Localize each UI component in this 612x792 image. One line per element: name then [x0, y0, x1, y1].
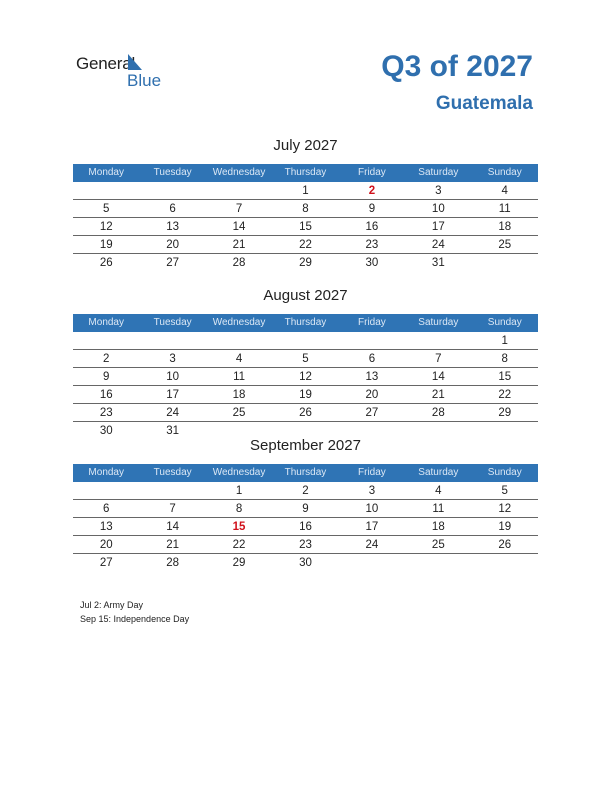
day-cell: [472, 255, 538, 271]
day-cell: 4: [235, 353, 243, 365]
weekday-label: Friday: [358, 467, 386, 478]
day-cell: 10: [365, 503, 379, 515]
day-cell: 12: [99, 221, 113, 233]
day-cell: 16: [365, 221, 379, 233]
day-cell: [73, 333, 139, 349]
weekday-label: Monday: [88, 467, 124, 478]
day-cell: [339, 555, 405, 571]
day-cell: 30: [99, 425, 113, 437]
day-cell: 13: [166, 221, 180, 233]
logo-general-text: General: [76, 54, 136, 73]
day-cell: 21: [232, 239, 246, 251]
day-cell: 21: [166, 539, 180, 551]
day-cell: 25: [498, 239, 512, 251]
day-cell: 4: [435, 485, 442, 497]
day-cell: 21: [431, 389, 445, 401]
week-row: [73, 387, 538, 404]
day-cell: 31: [431, 257, 445, 269]
month-calendar: [73, 286, 538, 439]
weekday-header: [73, 164, 538, 182]
day-cell: 23: [365, 239, 379, 251]
week-row: [73, 537, 538, 554]
weekday-label: Wednesday: [212, 317, 266, 328]
day-cell: 12: [498, 503, 512, 515]
day-cell: [405, 555, 471, 571]
weekday-label: Friday: [358, 167, 386, 178]
day-cell: 7: [235, 203, 243, 215]
month-title: September 2027: [250, 437, 361, 454]
day-cell: 18: [232, 389, 246, 401]
day-cell: 10: [166, 371, 180, 383]
logo-triangle-icon: [128, 54, 142, 70]
day-cell: 5: [103, 203, 110, 215]
month-calendar: [73, 136, 538, 271]
weekday-label: Friday: [358, 317, 386, 328]
day-cell: 18: [498, 221, 512, 233]
day-cell: 20: [365, 389, 379, 401]
weekday-label: Thursday: [284, 167, 327, 178]
weekday-label: Wednesday: [212, 167, 266, 178]
week-row: [73, 369, 538, 386]
day-cell: 19: [99, 239, 113, 251]
day-cell: 20: [99, 539, 113, 551]
day-cell: [139, 183, 205, 199]
day-cell: 4: [501, 185, 508, 197]
day-cell: 14: [431, 371, 445, 383]
day-cell: 14: [232, 221, 246, 233]
day-cell: 30: [365, 257, 379, 269]
holiday-notes: [80, 598, 189, 626]
day-cell: 18: [431, 521, 445, 533]
day-cell: 26: [299, 407, 312, 419]
day-cell: 19: [498, 521, 512, 533]
week-row: [73, 501, 538, 518]
day-cell: [139, 333, 205, 349]
day-cell: [206, 183, 272, 199]
day-cell: 27: [365, 407, 379, 419]
day-cell: 25: [431, 539, 445, 551]
day-cell: 17: [365, 521, 379, 533]
weekday-label: Sunday: [487, 317, 522, 328]
day-cell: 6: [103, 503, 110, 515]
day-cell: 9: [103, 371, 110, 383]
day-cell: 1: [302, 185, 309, 197]
week-row: [73, 255, 538, 271]
day-cell: 25: [232, 407, 246, 419]
day-cell: 7: [169, 503, 176, 515]
day-cell: 22: [299, 239, 312, 251]
day-cell: 9: [302, 503, 309, 515]
quarter-title: Q3 of 2027: [381, 50, 533, 83]
day-cell: 3: [169, 353, 176, 365]
weekday-label: Tuesday: [153, 467, 192, 478]
holiday-note: Sep 15: Independence Day: [80, 614, 190, 624]
week-row: [73, 183, 538, 200]
week-row: [73, 201, 538, 218]
weekday-header: [73, 464, 538, 482]
weekday-label: Thursday: [284, 317, 327, 328]
holiday-note: Jul 2: Army Day: [80, 600, 144, 610]
week-row: [73, 405, 538, 422]
day-cell: 13: [99, 521, 113, 533]
day-cell: [206, 333, 272, 349]
day-cell: [472, 555, 538, 571]
day-cell: 30: [299, 557, 312, 569]
week-row: [73, 219, 538, 236]
week-row: [73, 351, 538, 368]
day-cell: 28: [431, 407, 445, 419]
day-cell: 15: [232, 521, 246, 533]
day-cell: 26: [498, 539, 512, 551]
day-cell: 2: [368, 185, 376, 197]
day-cell: 13: [365, 371, 379, 383]
week-row: [73, 237, 538, 254]
day-cell: 15: [498, 371, 512, 383]
day-cell: 5: [501, 485, 508, 497]
day-cell: [139, 483, 205, 499]
day-cell: 8: [302, 203, 309, 215]
weekday-label: Saturday: [418, 317, 459, 328]
day-cell: 28: [166, 557, 180, 569]
day-cell: [405, 333, 471, 349]
day-cell: 8: [235, 503, 243, 515]
week-row: [73, 555, 538, 571]
day-cell: 5: [302, 353, 309, 365]
day-cell: 6: [169, 203, 176, 215]
day-cell: 24: [166, 407, 180, 419]
week-row: [73, 483, 538, 500]
weekday-label: Sunday: [487, 167, 522, 178]
day-cell: 11: [233, 371, 246, 383]
day-cell: 3: [435, 185, 442, 197]
weekday-label: Saturday: [418, 167, 459, 178]
day-cell: 17: [431, 221, 445, 233]
day-cell: 7: [435, 353, 442, 365]
day-cell: 16: [299, 521, 312, 533]
country-name: Guatemala: [435, 93, 533, 114]
weekday-label: Tuesday: [153, 167, 192, 178]
day-cell: 23: [99, 407, 113, 419]
day-cell: 24: [365, 539, 379, 551]
day-cell: 31: [166, 425, 180, 437]
day-cell: [272, 333, 338, 349]
day-cell: 16: [99, 389, 113, 401]
month-calendar: [73, 436, 538, 571]
day-cell: 10: [431, 203, 445, 215]
day-cell: 9: [368, 203, 376, 215]
month-title: August 2027: [263, 287, 348, 304]
day-cell: 22: [498, 389, 512, 401]
day-cell: 20: [166, 239, 180, 251]
day-cell: [339, 333, 405, 349]
weekday-label: Sunday: [487, 467, 522, 478]
weekday-label: Monday: [88, 317, 124, 328]
logo-blue-text: Blue: [127, 71, 162, 90]
day-cell: 1: [235, 485, 243, 497]
day-cell: 26: [99, 257, 113, 269]
weekday-label: Monday: [88, 167, 124, 178]
day-cell: 12: [299, 371, 312, 383]
day-cell: 27: [166, 257, 180, 269]
day-cell: 23: [299, 539, 312, 551]
day-cell: 8: [501, 353, 508, 365]
day-cell: 15: [299, 221, 312, 233]
day-cell: 19: [299, 389, 312, 401]
day-cell: 3: [368, 485, 376, 497]
weekday-label: Thursday: [284, 467, 327, 478]
day-cell: 22: [232, 539, 246, 551]
day-cell: 11: [432, 503, 445, 515]
day-cell: 29: [299, 257, 312, 269]
day-cell: 6: [368, 353, 376, 365]
day-cell: 29: [498, 407, 512, 419]
day-cell: 11: [498, 203, 511, 215]
weekday-label: Wednesday: [212, 467, 266, 478]
day-cell: 14: [166, 521, 180, 533]
day-cell: 28: [232, 257, 246, 269]
weekday-label: Saturday: [418, 467, 459, 478]
week-row: [73, 333, 538, 350]
day-cell: 1: [501, 335, 508, 347]
day-cell: [73, 183, 139, 199]
week-row: [73, 519, 538, 536]
weekday-header: [73, 314, 538, 332]
weekday-label: Tuesday: [153, 317, 192, 328]
day-cell: 27: [99, 557, 113, 569]
day-cell: 24: [431, 239, 445, 251]
generalblue-logo: [76, 52, 176, 92]
day-cell: 2: [103, 353, 110, 365]
day-cell: 29: [232, 557, 246, 569]
day-cell: 2: [302, 485, 309, 497]
day-cell: 17: [166, 389, 180, 401]
month-title: July 2027: [273, 137, 338, 154]
day-cell: [73, 483, 139, 499]
